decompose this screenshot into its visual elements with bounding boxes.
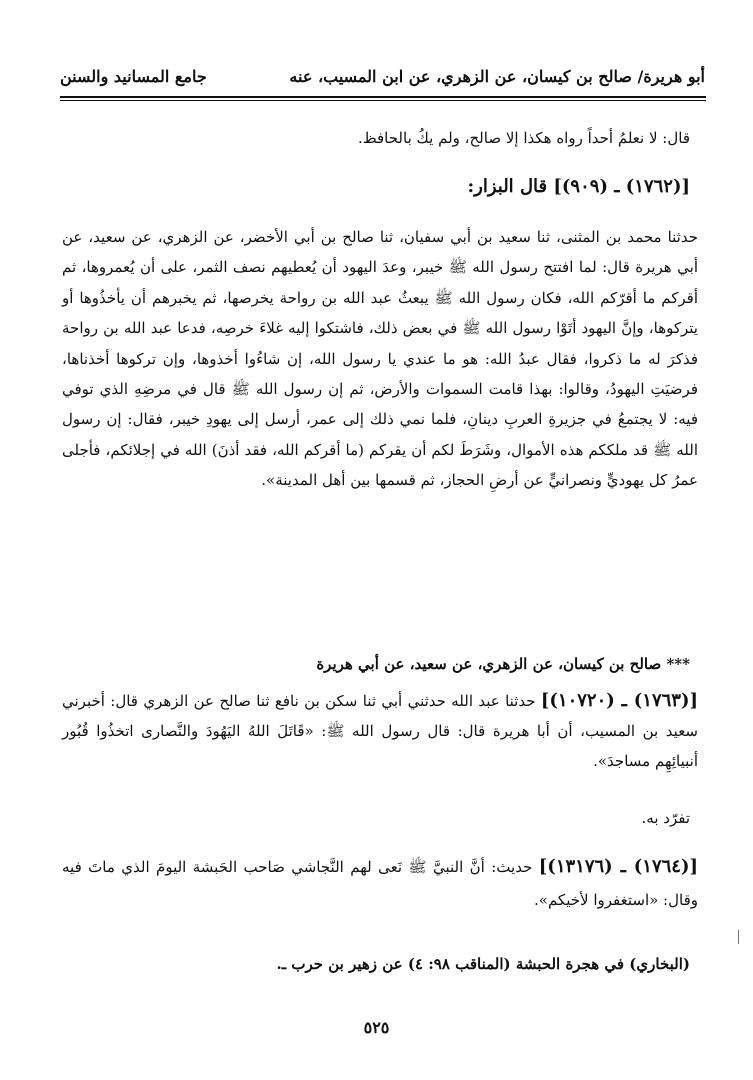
hadith-1762-text: حدثنا محمد بن المثنى، ثنا سعيد بن أبي سفيان، ثنا صالح بن أبي الأخضر، عن الزهري، عن سعيد، عن أبي هريرة قال: لما افتتح رسول الله ﷺ خيبر، وعدَ اليهود أن يُعطيهم نصف الثمر، على أن يُعمروها، ثم أقركم ما أقرّكم الله، فكان رسول الله ﷺ يبعثُ عبد الله بن رواحة يخرصها، ثم يخبرهم أن يأخذُوها أو يتركوها، وإنَّ اليهود أتَوْا رسول الله ﷺ في بعض ذلك، فاشتكوا إليه غلاءَ خرصِه، فدعا عبد الله بن رواحة فذكرَ له ما ذكروا، فقال عبدُ الله: هو ما عندي يا رسول الله، إن شاءُوا أخذوها، وإن تركوها أخذناها، فرضيَتِ اليهودُ، وقالوا: بهذا قامت السموات والأرض، ثم إن رسول الله ﷺ قال في مرضِهِ الذي توفي فيه: لا يجتمعُ في جزيرةِ العربِ دينانِ، فلما نمي ذلك إلى عمر، أرسل إلى يهودِ خيبر، فقال: إن رسول الله ﷺ قد ملككم هذه الأموال، وشَرَطَ لكم أن يقركم (ما أقركم الله، فقد أذنَ) الله في إجلائكم، فأجلى عمرُ كل يهوديٍّ ونصرانيٍّ عن أرضِ الحجاز، ثم قسمها بين أهل المدينة».: [62, 228, 698, 490]
hadith-1763-text: حدثنا عبد الله حدثني أبي ثنا سكن بن نافع ثنا صالح عن الزهري قال: أخبرني سعيد بن المسيب، أن أبا هريرة قال: قال رسول الله ﷺ: «قَاتَلَ اللهُ اليَهُودَ والنَّصارى اتخذُوا قُبُور أنبيائِهِم مساجدَ».: [62, 692, 698, 770]
hadith-1764-text: حديث: أنَّ النبيَّ ﷺ نَعى لهم النَّجاشي صَاحب الحَبشة اليومَ الذي ماتَ فيه وقال: «استغفروا لأخيكم».: [62, 858, 698, 909]
hadith-1762-heading: [(١٧٦٢) ـ (٩٠٩)] قال البزار:: [467, 176, 690, 197]
running-header: [60, 64, 705, 90]
hadith-1764-reference: (البخاري) في هجرة الحبشة (المناقب ٩٨: ٤) عن زهير بن حرب ـ.: [276, 955, 690, 973]
hadith-1763-note: تفرّد به.: [641, 809, 690, 827]
page-number: ٥٢٥: [363, 1018, 390, 1037]
hadith-1763-heading: [(١٧٦٣) ـ (١٠٧٢٠)]: [540, 690, 698, 711]
header-rule-thin: [60, 100, 706, 101]
section-title: *** صالح بن كيسان، عن الزهري، عن سعيد، عن أبي هريرة: [316, 655, 690, 673]
intro-paragraph: قال: لا نعلمُ أحداً رواه هكذا إلا صالح، ولم يكُ بالحافظ.: [358, 129, 690, 147]
margin-mark: [738, 930, 739, 944]
header-chapter-title: أبو هريرة/ صالح بن كيسان، عن الزهري، عن ابن المسيب، عنه: [289, 67, 705, 86]
header-rule: [60, 96, 706, 98]
header-book-title: جامع المسانيد والسنن: [60, 67, 207, 86]
hadith-1764-heading: [(١٧٦٤) ـ (١٣١٧٦)]: [538, 856, 698, 877]
hadith-1763: [62, 686, 698, 776]
hadith-1764: [62, 850, 698, 917]
